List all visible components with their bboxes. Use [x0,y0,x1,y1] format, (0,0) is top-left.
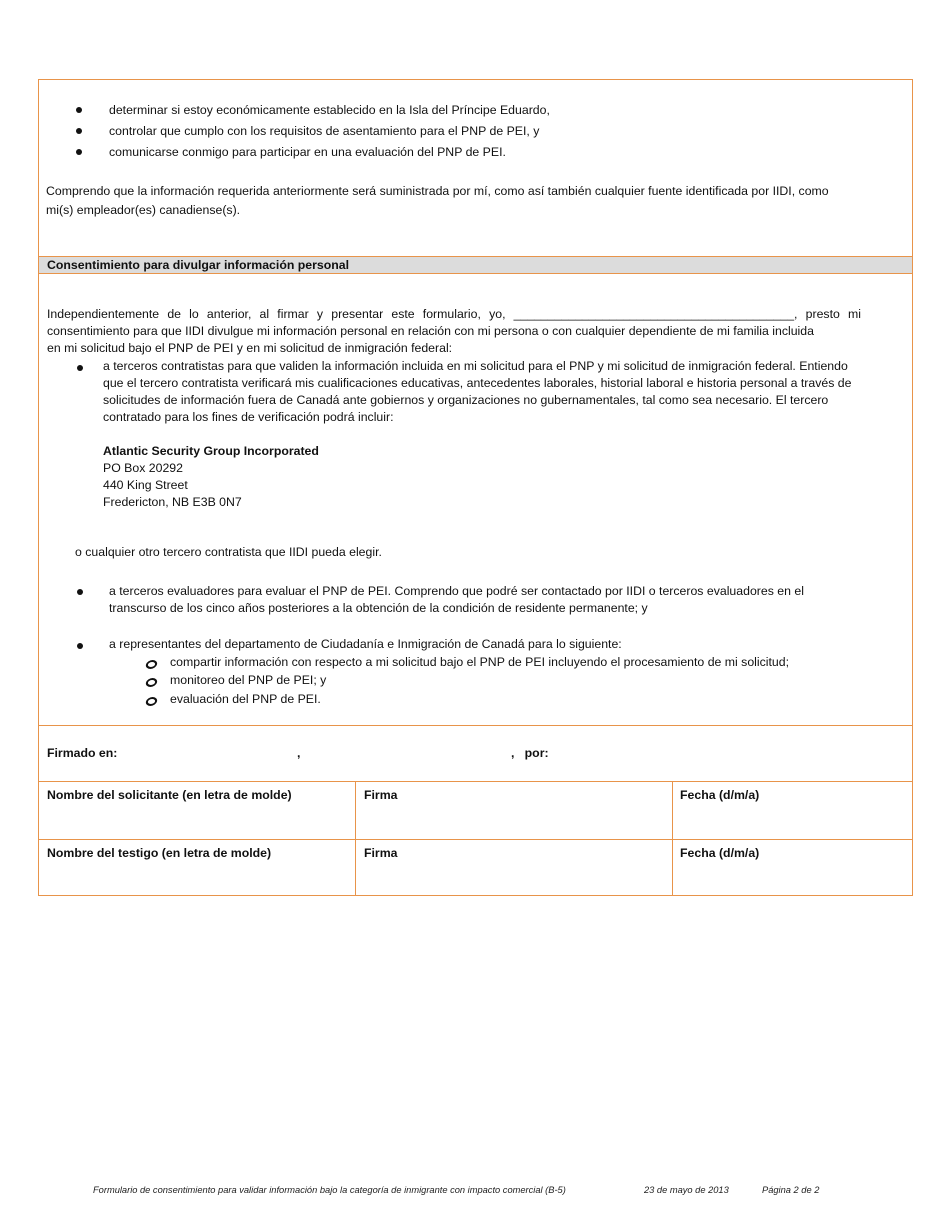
list-item: comunicarse conmigo para participar en una evaluación del PNP de PEI. [76,142,550,163]
company-name: Atlantic Security Group Incorporated [103,444,319,458]
list-item: evaluación del PNP de PEI. [170,692,321,706]
other-contractor-text: o cualquier otro tercero contratista que IIDI pueda elegir. [75,545,382,559]
signed-comma: , [297,746,301,760]
signed-at-label: Firmado en: [47,746,118,760]
witness-signature-label: Firma [364,846,398,860]
purpose-list [76,100,550,163]
company-address: Atlantic Security Group Incorporated PO Box 20292 440 King Street Fredericton, NB E3B 0N7 [103,444,319,509]
list-item: monitoreo del PNP de PEI; y [170,673,327,687]
applicant-signature-label: Firma [364,788,398,802]
divider [672,781,673,896]
circle-bullet-icon [145,660,158,669]
applicant-name-label: Nombre del solicitante (en letra de molde) [47,788,292,802]
contractor-bullet: a terceros contratistas para que validen la información incluida en mi solicitud para el PNP y mi solicitud de inmigración federal. Entiendo que el tercero contratista verificará mis cualificaciones educativas, antecedentes laborales, historial laboral e historia personal a través de solicitudes de información fuera de Canadá ante gobiernos y organizaciones no gubernamentales, tal como sea necesario. El tercero contratado para los fines de verificación podrá incluir: [103,359,852,424]
evaluators-bullet: a terceros evaluadores para evaluar el PNP de PEI. Comprendo que podré ser contactado por IIDI o terceros evaluadores en el transcurso de los cinco años posteriores a la obtención de la condición de residente permanente; y [109,584,804,615]
form-frame [38,79,913,896]
divider [39,839,912,840]
consent-paragraph: Independientemente de lo anterior, al firmar y presentar este formulario, yo, _________________________________________, presto mi consentimiento para que IIDI divulgue mi información personal en relación con mi persona o con cualquier dependiente de mi familia incluida en mi solicitud bajo el PNP de PEI y en mi solicitud de inmigración federal: [47,307,861,355]
footer-page-number: Página 2 de 2 [762,1185,820,1195]
list-item: controlar que cumplo con los requisitos de asentamiento para el PNP de PEI, y [76,121,550,142]
divider [39,781,912,782]
divider [355,781,356,896]
bullet-icon [77,643,83,649]
bullet-icon [77,589,83,595]
witness-name-label: Nombre del testigo (en letra de molde) [47,846,272,860]
footer-form-title: Formulario de consentimiento para validar información bajo la categoría de inmigrante con impacto comercial (B-5) [93,1185,566,1195]
understand-paragraph: Comprendo que la información requerida anteriormente será suministrada por mí, como así también cualquier fuente identificada por IIDI, como mi(s) empleador(es) canadiense(s). [46,184,829,217]
list-item: compartir información con respecto a mi solicitud bajo el PNP de PEI incluyendo el procesamiento de mi solicitud; [170,655,790,669]
circle-bullet-icon [145,678,158,687]
circle-bullet-icon [145,697,158,706]
applicant-date-label: Fecha (d/m/a) [680,788,760,802]
bullet-icon [77,365,83,371]
signed-by-label: , por: [511,746,549,760]
section-title: Consentimiento para divulgar información personal [39,256,912,274]
divider [39,725,912,726]
list-item: determinar si estoy económicamente establecido en la Isla del Príncipe Eduardo, [76,100,550,121]
witness-date-label: Fecha (d/m/a) [680,846,760,860]
footer-date: 23 de mayo de 2013 [644,1185,729,1195]
representatives-bullet: a representantes del departamento de Ciudadanía e Inmigración de Canadá para lo siguiente: [109,637,622,651]
